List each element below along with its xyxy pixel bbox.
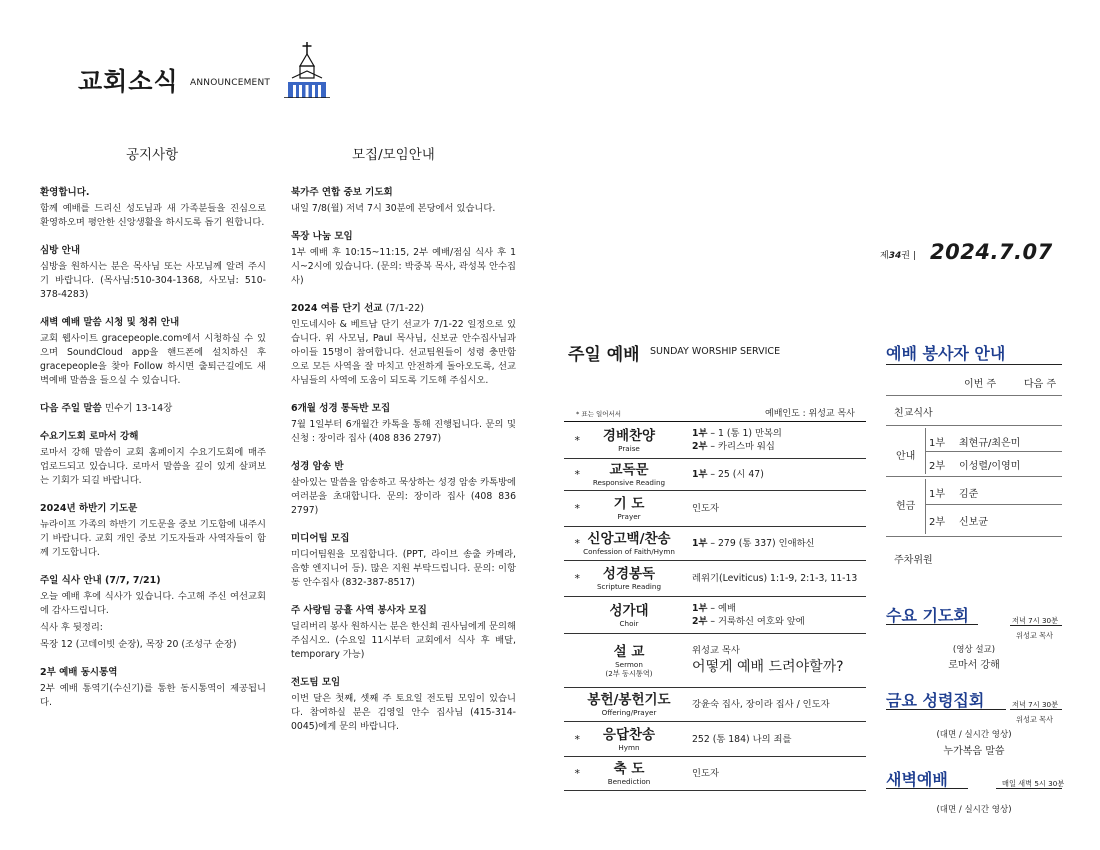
friday-underline: [886, 709, 1006, 710]
standing-marker: *: [564, 422, 580, 459]
friday-topic: 누가복음 말씀: [943, 746, 1005, 757]
worship-item-text: 인도자: [692, 503, 719, 514]
announcement-item: [40, 430, 266, 488]
dawn-underline: [886, 788, 968, 789]
worship-item-korean: 성가대: [609, 602, 649, 619]
issue-date: 2024.7.07: [930, 240, 1053, 264]
worship-item-english: Confession of Faith/Hymn: [583, 547, 675, 556]
worship-item-korean: 축 도: [613, 761, 645, 777]
volunteers-divider: [886, 364, 1062, 365]
worship-item-line: [692, 767, 866, 780]
wednesday-time: 저녁 7시 30분: [1012, 616, 1059, 625]
worship-item-name: [580, 634, 678, 688]
usher-part: 1부: [929, 438, 946, 449]
worship-item-english: Benediction: [607, 777, 651, 786]
announcement-title-text: 2024년 하반기 기도문: [40, 503, 138, 514]
service-part: 1부: [692, 469, 708, 480]
announcement-body: 딜리버리 봉사 원하시는 분은 한신희 권사님에게 문의해 주십시오. (수요일 11시부터 교회에서 식사 후 배달, temporary 가능): [291, 621, 516, 660]
announcement-title: [291, 402, 516, 416]
announcement-body: 내일 7/8(월) 저녁 7시 30분에 본당에서 있습니다.: [291, 203, 496, 214]
standing-marker: [564, 688, 580, 722]
worship-item-line: [692, 427, 866, 440]
service-part: 2부: [692, 616, 708, 627]
worship-item-text: – 279 (통 337) 인애하신: [707, 538, 815, 549]
announcement-item: [40, 502, 266, 560]
notices-column: [40, 186, 266, 724]
announcement-title-text: 새벽 예배 말씀 시청 및 청취 안내: [40, 317, 180, 328]
worship-row: [564, 527, 866, 561]
announcement-title-extra: (7/1-22): [385, 303, 424, 314]
worship-leader: 예배인도 : 위성교 목사: [765, 409, 855, 419]
announcement-body: 1부 예배 후 10:15~11:15, 2부 예배/점심 식사 후 1시~2시에 있습니다. (문의: 박중복 목사, 곽성복 안수집사): [291, 247, 516, 286]
standing-marker: *: [564, 722, 580, 757]
worship-item-content: [678, 422, 866, 459]
announcement-item: [291, 676, 516, 734]
worship-item-line: [692, 615, 866, 628]
service-part: 1부: [692, 603, 708, 614]
announcement-title: [291, 186, 516, 200]
worship-item-name: [580, 597, 678, 634]
worship-item-english: Choir: [619, 618, 639, 628]
worship-item-line: [692, 657, 866, 677]
worship-item-line: [692, 602, 866, 615]
worship-row: [564, 491, 866, 527]
worship-item-content: [678, 757, 866, 791]
announcement-body: 목장 12 (고데이빗 순장), 목장 20 (조성구 순장): [40, 639, 237, 650]
offering-label: 헌금: [896, 501, 916, 512]
announcement-body: 식사 후 뒷정리:: [40, 622, 103, 633]
worship-item-name: [580, 688, 678, 722]
standing-marker: *: [564, 459, 580, 491]
announcement-body: 이번 달은 첫째, 셋째 주 토요일 전도팀 모임이 있습니다. 참여하실 분은 김영일 안수 집사님 (415-314-0045)에게 문의 바랍니다.: [291, 693, 516, 732]
worship-item-name: [580, 459, 678, 491]
announcement-body: 2부 예배 통역기(수신기)를 통한 동시통역이 제공됩니다.: [40, 683, 266, 708]
announcement-title: [40, 244, 266, 258]
next-week-label: 다음 주: [1024, 379, 1057, 390]
announcement-body: 살아있는 말씀을 암송하고 묵상하는 성경 암송 카톡방에 여러분을 초대합니다. 문의: 장이라 집사 (408 836 2797): [291, 477, 516, 516]
announcement-title-text: 목장 나눔 모임: [291, 231, 353, 242]
issue-suffix: 권: [901, 251, 910, 261]
announcement-title: [291, 230, 516, 244]
worship-row: [564, 634, 866, 688]
announcement-title-text: 성경 암송 반: [291, 461, 344, 472]
worship-item-text: 레위기(Leviticus) 1:1-9, 2:1-3, 11-13: [692, 573, 858, 584]
worship-item-text: 강윤숙 집사, 장이라 집사 / 인도자: [692, 699, 830, 710]
worship-item-line: [692, 733, 866, 746]
worship-item-text: – 25 (시 47): [707, 469, 764, 480]
worship-item-content: [678, 634, 866, 688]
friday-pastor: 위성교 목사: [1016, 715, 1054, 724]
worship-row: [564, 459, 866, 491]
announcement-title: [40, 430, 266, 444]
worship-item-line: [692, 468, 866, 481]
worship-row: [564, 722, 866, 757]
worship-item-name: [580, 561, 678, 597]
worship-item-line: [692, 698, 866, 711]
announcement-item: [40, 402, 266, 416]
worship-item-korean: 기 도: [613, 496, 645, 512]
announcement-title: [40, 666, 266, 680]
worship-item-content: [678, 688, 866, 722]
announcement-title: [291, 460, 516, 474]
worship-item-english: Scripture Reading: [596, 582, 662, 591]
wednesday-mode: (영상 설교): [952, 645, 996, 655]
announcement-item: [291, 230, 516, 288]
worship-item-content: [678, 561, 866, 597]
worship-item-english: Responsive Reading: [592, 478, 666, 487]
worship-item-line: [692, 502, 866, 515]
worship-subtitle: SUNDAY WORSHIP SERVICE: [650, 346, 781, 357]
offering-part: 1부: [929, 489, 946, 500]
issue-prefix: 제: [880, 251, 889, 261]
offering-names: 신보균: [959, 517, 988, 528]
worship-row: [564, 757, 866, 791]
meetings-heading: 모집/모임안내: [352, 147, 435, 163]
announcement-body: 미디어팀원을 모집합니다. (PPT, 라이브 송출 카메라, 음향 엔지니어 등). 많은 지원 부탁드립니다. 문의: 이항동 안수집사 (832-387-8517): [291, 549, 516, 588]
wednesday-pastor: 위성교 목사: [1016, 631, 1054, 640]
offering-divider: [925, 504, 1062, 505]
worship-item-note: (2부 동시통역): [605, 668, 653, 678]
standing-marker: *: [564, 491, 580, 527]
service-part: 2부: [692, 441, 708, 452]
standing-marker: [564, 597, 580, 634]
standing-note: * 표는 일어서서: [576, 410, 622, 418]
worship-item-korean: 신앙고백/찬송: [587, 531, 671, 547]
worship-item-name: [580, 757, 678, 791]
worship-item-content: [678, 491, 866, 527]
worship-row: [564, 422, 866, 459]
friday-mode: (대면 / 실시간 영상): [936, 730, 1012, 740]
announcement-title-text: 6개월 성경 통독반 모집: [291, 403, 391, 414]
offering-separator: [925, 479, 926, 534]
worship-item-english: Offering/Prayer: [601, 708, 657, 717]
issue-volume: 34: [888, 251, 902, 261]
announcement-title-text: 2부 예배 동시통역: [40, 667, 118, 678]
announcement-body: 7월 1일부터 6개월간 카톡을 통해 진행됩니다. 문의 및 신청 : 장이라 집사 (408 836 2797): [291, 419, 516, 444]
worship-row: [564, 597, 866, 634]
standing-marker: *: [564, 527, 580, 561]
announcement-title: [40, 186, 266, 200]
offering-names: 김준: [959, 489, 979, 500]
service-part: 1부: [692, 428, 708, 439]
worship-item-line: [692, 537, 866, 550]
friday-time: 저녁 7시 30분: [1012, 700, 1059, 709]
usher-divider: [925, 451, 1062, 452]
announcement-item: [291, 460, 516, 518]
announcement-body: 함께 예배를 드리신 성도님과 새 가족분들을 진심으로 환영하오며 평안한 신앙생활을 하시도록 돕기 원합니다.: [40, 203, 266, 228]
announcement-item: [40, 666, 266, 710]
announcement-item: [291, 532, 516, 590]
issue-number: [880, 248, 916, 261]
announcement-item: [291, 604, 516, 662]
worship-item-name: [580, 527, 678, 561]
worship-item-text: – 카리스마 워십: [707, 441, 775, 452]
issue-separator: |: [912, 251, 916, 261]
announcement-title-text: 전도팀 모임: [291, 677, 341, 688]
worship-item-line: [692, 572, 866, 585]
worship-item-text: – 거룩하신 여호와 앞에: [707, 616, 805, 627]
announcement-item: [40, 186, 266, 230]
volunteers-title: 예배 봉사자 안내: [886, 344, 1006, 363]
worship-item-content: [678, 459, 866, 491]
announcement-item: [291, 186, 516, 216]
worship-order-table: [564, 421, 866, 791]
worship-item-content: [678, 597, 866, 634]
meetings-column: [291, 186, 516, 748]
worship-item-korean: 경배찬양: [602, 427, 656, 444]
wednesday-underline: [886, 624, 978, 625]
worship-item-korean: 봉헌/봉헌기도: [587, 692, 671, 708]
worship-item-line: [692, 644, 866, 657]
wednesday-time-line: [1010, 625, 1062, 626]
worship-item-name: [580, 422, 678, 459]
announcement-item: [291, 402, 516, 446]
worship-row: [564, 561, 866, 597]
page-title: 교회소식: [78, 67, 179, 96]
announcement-title-text: 심방 안내: [40, 245, 81, 256]
wednesday-topic: 로마서 강해: [948, 660, 1000, 671]
offering-part: 2부: [929, 517, 946, 528]
volunteers-row-divider: [886, 536, 1062, 537]
announcement-title: [291, 532, 516, 546]
worship-item-english: Sermon: [615, 659, 643, 669]
announcement-title: [40, 402, 266, 416]
worship-row: [564, 688, 866, 722]
fellowship-label: 친교식사: [894, 408, 933, 419]
worship-item-text: 252 (통 184) 나의 죄를: [692, 733, 792, 745]
announcement-title-text: 미디어팀 모집: [291, 533, 350, 544]
announcement-body: 심방을 원하시는 분은 목사님 또는 사모님께 알려 주시기 바랍니다. (목사님:510-304-1368, 사모님: 510-378-4283): [40, 261, 266, 300]
announcement-body: 인도네시아 & 베트남 단기 선교가 7/1-22 일정으로 있습니다. 위 사모님, Paul 목사님, 신보균 안수집사님과 아이들 15명이 참여합니다. 선교팀원들이 성령 충만함으로 모든 사역을 잘 마치고 안전하게 돌아오도록, 선교사님들의 사역에 도움이 되도록 기도해 주십시오.: [291, 319, 516, 386]
announcement-title-text: 2024 여름 단기 선교: [291, 303, 383, 314]
this-week-label: 이번 주: [964, 379, 997, 390]
announcement-title-text: 주 사랑팀 긍휼 사역 봉사자 모집: [291, 605, 427, 616]
dawn-title: 새벽예배: [886, 770, 948, 789]
volunteers-row-divider: [886, 425, 1062, 426]
announcement-title: [291, 676, 516, 690]
worship-item-english: Prayer: [617, 512, 641, 521]
dawn-mode: (대면 / 실시간 영상): [936, 805, 1012, 815]
announcement-body: 뉴라이프 가족의 하반기 기도문을 중보 기도함에 내주시기 바랍니다. 교회 개인 중보 기도자들과 사역자들이 함께 기도합니다.: [40, 519, 266, 558]
announcement-title-text: 주일 식사 안내 (7/7, 7/21): [40, 575, 161, 586]
worship-item-content: [678, 722, 866, 757]
friday-time-line: [1010, 709, 1062, 710]
announcement-title: [291, 604, 516, 618]
worship-title: 주일 예배: [568, 345, 640, 365]
announcement-body: 오늘 예배 후에 식사가 있습니다. 수고해 주신 여선교회에 감사드립니다.: [40, 591, 266, 616]
worship-item-korean: 교독문: [609, 462, 649, 478]
usher-names: 최현규/최은미: [959, 438, 1021, 449]
announcement-body: 로마서 강해 말씀이 교회 홈페이지 수요기도회에 매주 업로드되고 있습니다. 로마서 말씀을 깊이 있게 살펴보는 기회가 되길 바랍니다.: [40, 447, 266, 486]
worship-item-text: 인도자: [692, 768, 719, 779]
announcement-title-extra: 민수기 13-14장: [105, 403, 173, 414]
worship-item-text: – 1 (통 1) 만복의: [707, 428, 782, 439]
usher-part: 2부: [929, 461, 946, 472]
announcement-item: [40, 316, 266, 388]
service-part: 1부: [692, 538, 708, 549]
wednesday-title: 수요 기도회: [886, 606, 969, 625]
announcement-title: [40, 316, 266, 330]
usher-label: 안내: [896, 451, 916, 462]
usher-names: 이성렬/이영미: [959, 461, 1021, 472]
announcement-body: 교회 웹사이트 gracepeople.com에서 시청하실 수 있으며 SoundCloud app을 핸드폰에 설치하신 후 gracepeople을 찾아 Follow 하시면 출퇴근길에도 새벽예배 말씀을 들으실 수 있습니다.: [40, 333, 266, 386]
worship-item-english: Praise: [618, 443, 640, 453]
announcement-title: [40, 502, 266, 516]
announcement-title: [291, 302, 516, 316]
announcement-item: [40, 244, 266, 302]
announcement-title-text: 다음 주일 말씀: [40, 403, 102, 414]
announcement-title: [40, 574, 266, 588]
worship-item-korean: 응답찬송: [602, 726, 656, 743]
parking-label: 주차위원: [894, 555, 933, 566]
standing-marker: *: [564, 757, 580, 791]
announcement-title-text: 북가주 연합 중보 기도회: [291, 187, 393, 198]
worship-item-english: Hymn: [618, 742, 640, 752]
worship-item-content: [678, 527, 866, 561]
worship-item-text: – 예배: [707, 603, 736, 614]
worship-item-line: [692, 440, 866, 453]
worship-item-korean: 성경봉독: [602, 566, 656, 582]
standing-marker: *: [564, 561, 580, 597]
worship-item-text: 위성교 목사: [692, 645, 740, 656]
page-subtitle: ANNOUNCEMENT: [190, 78, 271, 88]
church-icon: [284, 42, 330, 98]
announcement-item: [40, 574, 266, 652]
standing-marker: [564, 634, 580, 688]
announcement-title-text: 환영합니다.: [40, 187, 90, 198]
worship-item-name: [580, 722, 678, 757]
volunteers-row-divider: [886, 476, 1062, 477]
worship-item-text: 어떻게 예배 드려야할까?: [692, 659, 844, 675]
worship-item-name: [580, 491, 678, 527]
friday-title: 금요 성령집회: [886, 691, 985, 710]
worship-item-korean: 설 교: [613, 643, 645, 660]
announcement-item: [291, 302, 516, 388]
announcement-title-text: 수요기도회 로마서 강해: [40, 431, 139, 442]
notices-heading: 공지사항: [126, 147, 179, 163]
dawn-time-line: [996, 788, 1062, 789]
volunteers-row-divider: [886, 395, 1062, 396]
dawn-time: 매일 새벽 5시 30분: [1002, 779, 1065, 788]
